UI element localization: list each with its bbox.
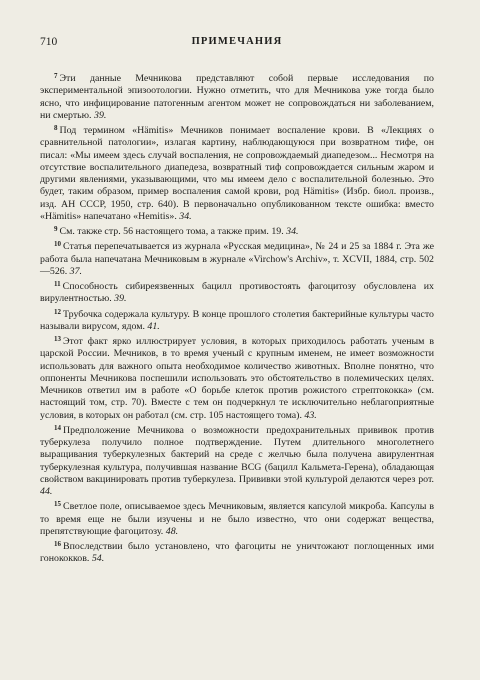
note-number: 8 xyxy=(54,124,58,132)
note-number: 7 xyxy=(54,72,58,80)
note-number: 15 xyxy=(54,500,61,509)
note-ref: 54. xyxy=(91,553,105,565)
note-text: Впоследствии было установлено, что фагоциты не уничтожают поглощенных ими гонококков. xyxy=(40,541,434,565)
note-number: 10 xyxy=(54,240,61,249)
endnotes xyxy=(40,70,434,566)
note-ref: 43. xyxy=(304,409,317,421)
note-11 xyxy=(40,278,434,306)
page-number: 710 xyxy=(40,36,58,48)
note-text: Этот факт ярко иллюстрирует условия, в которых приходилось работать ученым в царской России. Мечников, в то время ученый с крупным именем, не имеет возможности использовать для важного опыта необходимое количество животных. Вполне понятно, что оппоненты Мечникова поспешили использовать это обстоятельство в полемических целях. Мечников ответил им в работе «О борьбе клеток против рожистого стрептококка» (см. настоящий том, стр. 70). Вместе с тем он подчеркнул те исключительно неблагоприятные условия, в которых он работал (см. стр. 105 настоящего тома). xyxy=(40,336,434,421)
note-ref: 48. xyxy=(165,525,179,537)
note-12 xyxy=(40,306,434,334)
note-number: 12 xyxy=(54,307,61,316)
note-10 xyxy=(40,238,434,278)
note-8 xyxy=(40,122,434,223)
note-number: 14 xyxy=(54,423,61,432)
note-text: Способность сибиреязвенных бацилл противостоять фагоцитозу обусловлена их вирулентностью. xyxy=(40,281,434,305)
note-ref: 44. xyxy=(40,486,53,497)
note-15 xyxy=(40,498,434,538)
note-text: См. также стр. 56 настоящего тома, а также прим. 19. xyxy=(59,226,284,237)
note-number: 16 xyxy=(54,540,61,548)
note-14 xyxy=(40,422,434,499)
note-text: Светлое поле, описываемое здесь Мечниковым, является капсулой микроба. Капсулы в то время еще не были изучены и не было известно, что они содержат вещества, препятствующие фагоцитозу. xyxy=(40,501,434,537)
note-13 xyxy=(40,333,434,422)
note-ref: 37. xyxy=(69,265,82,277)
note-text: Под термином «Hämitis» Мечников понимает воспаление крови. В «Лекциях о сравнительной патологии», излагая картину, наблюдающуюся при возвратном тифе, он писал: «Мы имеем здесь случай воспаления, не сопровождаемый диапедезом... Несмотря на отсутствие воспалительного диапедеза, возвратный тиф сопровождается сильным жаром и другими явлениями, указывающими, что мы имеем дело с воспалительной болезнью. Это будет, таким образом, пример воспаления самой крови, род Hämitis» (Избр. биол. произв., изд. АН СССР, 1950, стр. 640). В первоначально опубликованном тексте ошибка: вместо «Hämitis» напечатано «Hemitis». xyxy=(40,125,434,222)
note-number: 13 xyxy=(54,335,61,343)
note-text: Статья перепечатывается из журнала «Русская медицина», № 24 и 25 за 1884 г. Эта же работа была напечатана Мечниковым в журнале «Virchow's Archiv», т. XCVII, 1884, стр. 502—526. xyxy=(40,241,434,277)
note-16 xyxy=(40,538,434,566)
note-text: Эти данные Мечникова представляют собой первые исследования по экспериментальной эпизоотологии. Нужно отметить, что для Мечникова уже тогда было ясно, что инфицирование патогенным агентом может не сопровождаться ни заболеванием, ни смертью. xyxy=(40,73,434,121)
note-ref: 34. xyxy=(286,226,299,237)
note-text: Предположение Мечникова о возможности предохранительных прививок против туберкулеза получило полное подтверждение. Путем длительного многолетнего выращивания туберкулезных бактерий на среде с желчью была получена авирулентная туберкулезная культура, получившая название BCG (бацилл Кальмета-Герена), обладающая свойством вакцинировать против туберкулеза. Прививки этой культурой делаются через рот. xyxy=(40,424,434,485)
note-7 xyxy=(40,70,434,122)
running-title: ПРИМЕЧАНИЯ xyxy=(191,36,283,47)
note-number: 9 xyxy=(54,225,58,233)
note-ref: 39. xyxy=(94,109,107,121)
note-text: Трубочка содержала культуру. В конце прошлого столетия бактерийные культуры часто называли вирусом, ядом. xyxy=(40,308,434,332)
note-ref: 39. xyxy=(114,293,127,305)
note-ref: 41. xyxy=(147,320,160,332)
note-number: 11 xyxy=(54,280,61,288)
note-ref: 34. xyxy=(179,210,192,222)
page-header xyxy=(40,36,434,52)
note-9 xyxy=(40,223,434,238)
